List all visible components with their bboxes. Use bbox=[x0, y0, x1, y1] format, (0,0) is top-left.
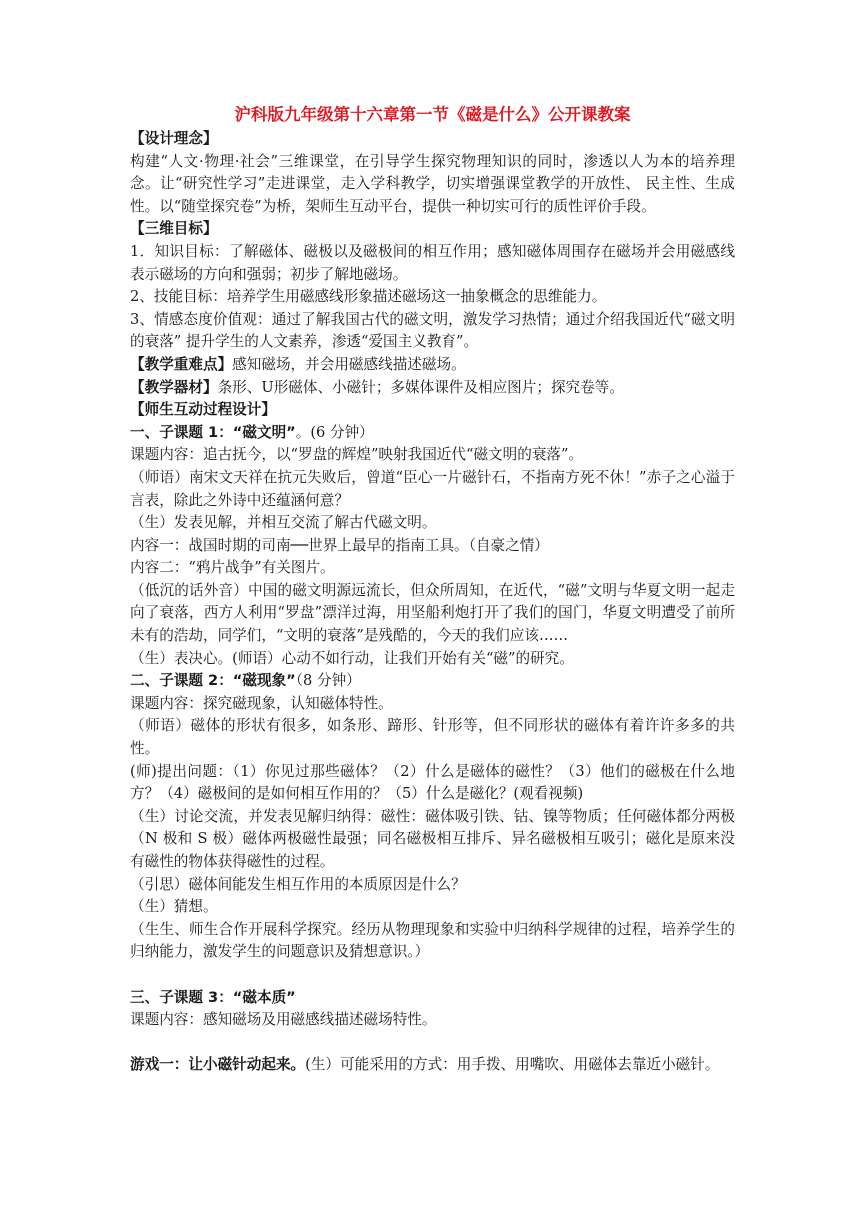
goal-knowledge: 1．知识目标：了解磁体、磁极以及磁极间的相互作用；感知磁体周围存在磁场并会用磁感线表示磁场的方向和强弱；初步了解地磁场。 bbox=[130, 242, 735, 283]
topic1-heading: 一、子课题 1：“磁文明” bbox=[130, 423, 296, 441]
equip-text: 条形、U形磁体、小磁针；多媒体课件及相应图片；探究卷等。 bbox=[217, 378, 624, 396]
game1-label: 游戏一：让小磁针动起来。 bbox=[130, 1056, 306, 1074]
goal-emotion: 3、情感态度价值观：通过了解我国古代的磁文明，激发学习热情；通过介绍我国近代“磁文明的衰落” 提升学生的人文素养，渗透“爱国主义教育”。 bbox=[130, 310, 735, 351]
topic1-resolve: （生）表决心。(师语）心动不如行动，让我们开始有关“磁”的研究。 bbox=[130, 649, 574, 667]
design-text: 构建“人文·物理·社会”三维课堂，在引导学生探究物理知识的同时，渗透以人为本的培养理念。让“研究性学习”走进课堂，走入学科教学，切实增强课堂教学的开放性、 民主性、生成性。以“随堂探究卷”为桥，架师生互动平台，提供一种切实可行的质性评价手段。 bbox=[130, 152, 735, 215]
key-text: 感知磁场，并会用磁感线描述磁场。 bbox=[232, 355, 466, 373]
process-heading: 【师生互动过程设计】 bbox=[130, 401, 276, 419]
topic2-questions: (师)提出问题：（1）你见过那些磁体？（2）什么是磁体的磁性？（3）他们的磁极在什么地方？（4）磁极间的是如何相互作用的？（5）什么是磁化？(观看视频) bbox=[130, 762, 735, 803]
topic2-time: （8 分钟） bbox=[295, 672, 361, 690]
topic1-voiceover: （低沉的话外音）中国的磁文明源远流长，但众所周知，在近代，“磁”文明与华夏文明一起走向了衰落，西方人利用“罗盘”漂洋过海，用坚船利炮打开了我们的国门，华夏文明遭受了前所未有的浩劫，同学们，“文明的衰落”是残酷的，今天的我们应该…… bbox=[130, 581, 735, 645]
topic1-student: （生）发表见解，并相互交流了解古代磁文明。 bbox=[130, 514, 437, 532]
design-heading: 【设计理念】 bbox=[130, 130, 218, 147]
topic2-prompt: （引思）磁体间能发生相互作用的本质原因是什么？ bbox=[130, 875, 466, 893]
topic2-teacher: （师语）磁体的形状有很多，如条形、蹄形、针形等，但不同形状的磁体有着许许多多的共性。 bbox=[130, 717, 735, 758]
topic3-heading: 三、子课题 3：“磁本质” bbox=[130, 988, 296, 1006]
equip-label: 【教学器材】 bbox=[130, 378, 218, 396]
topic1-time: 。(6 分钟） bbox=[295, 423, 374, 441]
topic2-note: （生生、师生合作开展科学探究。经历从物理现象和实验中归纳科学规律的过程，培养学生的归纳能力，激发学生的问题意识及猜想意识。） bbox=[130, 920, 735, 961]
key-label: 【教学重难点】 bbox=[130, 355, 233, 373]
equipment bbox=[130, 377, 735, 400]
topic1-teacher: （师语）南宋文天祥在抗元失败后，曾道“臣心一片磁针石，不指南方死不休！”赤子之心溢于言表，除此之外诗中还蕴涵何意？ bbox=[130, 468, 735, 509]
goal-skill: 2、技能目标：培养学生用磁感线形象描述磁场这一抽象概念的思维能力。 bbox=[130, 288, 607, 306]
game1-text: (生）可能采用的方式：用手拨、用嘴吹、用磁体去靠近小磁针。 bbox=[305, 1056, 720, 1074]
topic2-content: 课题内容：探究磁现象，认知磁体特性。 bbox=[130, 694, 393, 712]
topic1-item1: 内容一：战国时期的司南──世界上最早的指南工具。（自豪之情） bbox=[130, 536, 549, 554]
blank-line bbox=[130, 1032, 735, 1055]
key-points bbox=[130, 354, 735, 377]
topic2-student: （生）讨论交流，并发表见解归纳得：磁性：磁体吸引铁、钴、镍等物质；任何磁体都分两极（N 极和 S 极）磁体两极磁性最强；同名磁极相互排斥、异名磁极相互吸引；磁化是原来没有磁性的物体获得磁性的过程。 bbox=[130, 807, 735, 870]
document-title: 沪科版九年级第十六章第一节《磁是什么》公开课教案 bbox=[234, 105, 631, 124]
blank-line bbox=[130, 964, 735, 987]
topic2-guess: （生）猜想。 bbox=[130, 898, 218, 916]
topic1-heading-line bbox=[130, 422, 735, 445]
topic2-heading-line bbox=[130, 670, 735, 693]
goals-heading: 【三维目标】 bbox=[130, 220, 218, 238]
topic1-item2: 内容二：“鸦片战争”有关图片。 bbox=[130, 559, 335, 577]
topic2-heading: 二、子课题 2：“磁现象” bbox=[130, 672, 296, 690]
topic3-content: 课题内容：感知磁场及用磁感线描述磁场特性。 bbox=[130, 1011, 437, 1029]
game1 bbox=[130, 1054, 735, 1077]
topic1-content: 课题内容：追古抚今，以“罗盘的辉煌”映射我国近代“磁文明的衰落”。 bbox=[130, 446, 584, 464]
document-page bbox=[130, 102, 735, 1077]
